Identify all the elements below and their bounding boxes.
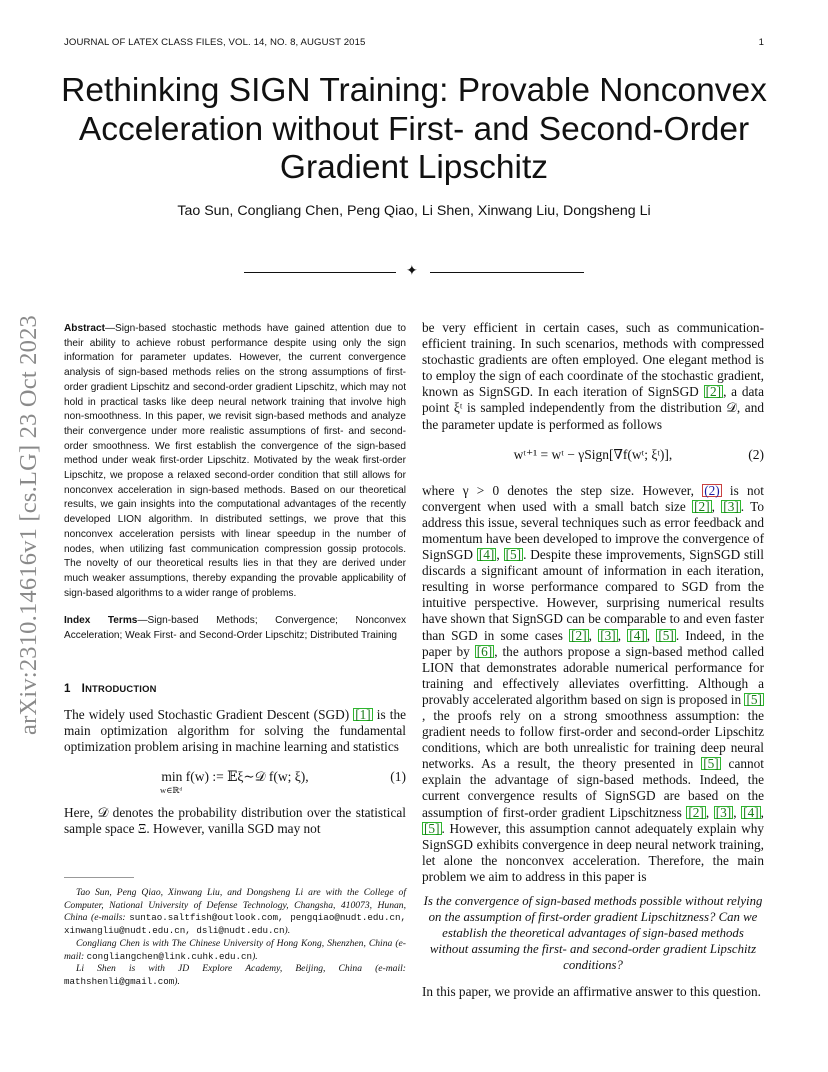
citation-link[interactable]: [1] bbox=[355, 706, 371, 722]
citation-link[interactable]: [2] bbox=[694, 498, 710, 514]
citation-link[interactable]: [5] bbox=[658, 627, 674, 643]
abstract bbox=[64, 322, 406, 601]
body-text: where γ > 0 denotes the step size. However, bbox=[422, 482, 703, 498]
equation-reference-link[interactable]: (2) bbox=[704, 482, 720, 498]
body-text: , bbox=[733, 804, 742, 820]
page-number: 1 bbox=[758, 37, 764, 48]
abstract-text: —Sign-based stochastic methods have gained attention due to their ability to achieve robust performance despite using only the sign information for parameter updates. However, the current convergence analysis of sign-based methods relies on the strong assumptions of first-order gradient Lipschitz and second-order gradient Lipschitz, which may not hold in practical tasks like deep neural network training that involve high non-smoothness. In this paper, we revisit sign-based methods and analyze their convergence under more realistic assumptions of first- and second-order smoothness. We first establish the convergence of the sign-based method under weak first-order Lipschitz. Motivated by the weak first-order Lipschitz, we propose a relaxed second-order condition that still allows for nonconvex acceleration in sign-based methods. Based on our theoretical results, we gain insights into the computational advantages of the recently developed LION algorithm. In distributed settings, we prove that this nonconvex acceleration persists with linear speedup in the number of nodes, when utilizing fast communication compression gossip protocols. The novelty of our theoretical results lies in that they are derived under much weaker assumptions, thereby expanding the provable applicability of sign-based algorithms to a wider range of problems. bbox=[64, 323, 406, 599]
footnote-3 bbox=[64, 963, 406, 988]
citation-link[interactable]: [3] bbox=[715, 804, 732, 820]
footnote-emails[interactable]: mathshenli@gmail.com bbox=[64, 975, 175, 987]
citation-link[interactable]: [5] bbox=[424, 820, 440, 836]
intro-paragraph-2: Here, 𝒟 denotes the probability distribution over the statistical sample space Ξ. However, vanilla SGD may not bbox=[64, 805, 406, 837]
body-text: , bbox=[705, 804, 714, 820]
body-text: , bbox=[588, 627, 599, 643]
left-column bbox=[64, 322, 406, 837]
right-paragraph-3: In this paper, we provide an affirmative answer to this question. bbox=[422, 984, 761, 1000]
citation-link[interactable]: [5] bbox=[505, 547, 522, 563]
citation-link[interactable]: [4] bbox=[629, 627, 645, 643]
citation-link[interactable]: [2] bbox=[688, 804, 704, 820]
body-text: , bbox=[646, 627, 657, 643]
body-text: be very efficient in certain cases, such as communication-efficient training. In such scenarios, methods with compressed stochastic gradients are often employed. One elegant method is to employ the sign of each coordinate of the stochastic gradient, known as SignSGD. In each iteration of SignSGD bbox=[422, 320, 764, 400]
section-title-initial: I bbox=[81, 681, 86, 695]
intro-text: The widely used Stochastic Gradient Descent (SGD) bbox=[64, 706, 354, 722]
citation-link[interactable]: [4] bbox=[743, 804, 759, 820]
body-text: is not convergent when used with a small batch size bbox=[422, 482, 764, 514]
body-text: . Indeed, in the paper by bbox=[422, 627, 764, 659]
index-terms-text: —Sign-based Methods; Convergence; Nonconvex Acceleration; Weak First- and Second-Order Lipschitz; Distributed Training bbox=[64, 615, 407, 642]
equation-1-number: (1) bbox=[390, 769, 406, 785]
body-text: , bbox=[760, 804, 764, 820]
running-header: JOURNAL OF LATEX CLASS FILES, VOL. 14, NO. 8, AUGUST 2015 bbox=[64, 37, 366, 48]
section-title-rest: NTRODUCTION bbox=[85, 682, 157, 694]
body-text: cannot explain the advantage of sign-based methods. Indeed, the current convergence results of SignSGD are based on the assumption of first-order gradient Lipschitzness bbox=[422, 756, 764, 820]
citation-link[interactable]: [3] bbox=[600, 627, 616, 643]
arxiv-identifier-stamp bbox=[8, 290, 50, 760]
section-heading-introduction bbox=[64, 682, 406, 695]
footnote-text: Tao Sun, Peng Qiao, Xinwang Liu, and Dongsheng Li are with the College of Computer, National University of Defense Technology, Changsha, 410073, Hunan, China (e-mails: bbox=[64, 887, 406, 924]
body-text: , bbox=[711, 498, 722, 514]
equation-1-body: min f(w) := 𝔼ξ∼𝒟 f(w; ξ), bbox=[161, 769, 309, 785]
footnote-text: ). bbox=[284, 925, 291, 937]
intro-text: is the main optimization algorithm for solving the fundamental optimization problem arising in machine learning and statistics bbox=[64, 706, 406, 754]
footnote-1 bbox=[64, 887, 406, 938]
right-paragraph-2 bbox=[422, 483, 764, 885]
divider-diamond-icon: ✦ bbox=[406, 263, 418, 279]
research-question: Is the convergence of sign-based methods possible without relying on the assumption of first-order gradient Lipschitzness? Can we establish the theoretical advantages of sign-based methods without assuming the first- and second-order gradient Lipschitz conditions? bbox=[423, 894, 763, 973]
footnote-text: Li Shen is with JD Explore Academy, Beijing, China (e-mail: bbox=[76, 963, 406, 975]
section-number: 1 bbox=[64, 681, 71, 695]
paper-title: Rethinking SIGN Training: Provable Nonconvex Acceleration without First- and Second-Order Gradient Lipschitz bbox=[61, 72, 767, 186]
index-terms-label: Index Terms bbox=[64, 615, 138, 627]
citation-link[interactable]: [2] bbox=[571, 627, 587, 643]
equation-1 bbox=[64, 761, 406, 795]
body-text: , a data point ξᵗ is sampled independently from the distribution 𝒟, and the parameter update is performed as follows bbox=[422, 384, 764, 432]
equation-2 bbox=[422, 439, 764, 473]
equation-1-subscript: w∈ℝᵈ bbox=[160, 785, 183, 796]
footnote-emails[interactable]: congliangchen@link.cuhk.edu.cn bbox=[86, 950, 253, 962]
body-text: , bbox=[617, 627, 628, 643]
body-text: , bbox=[496, 547, 504, 563]
footnote-text: Congliang Chen is with The Chinese University of Hong Kong, Shenzhen, China (e-mail: bbox=[64, 937, 406, 962]
citation-link[interactable]: [5] bbox=[703, 756, 719, 772]
index-terms bbox=[64, 614, 406, 643]
citation-link[interactable]: [5] bbox=[746, 691, 762, 707]
citation-link[interactable]: [6] bbox=[476, 643, 493, 659]
citation-link[interactable]: [2] bbox=[705, 384, 722, 400]
equation-2-number: (2) bbox=[748, 446, 764, 462]
citation-link[interactable]: [4] bbox=[478, 547, 495, 563]
footnote-text: ). bbox=[174, 975, 180, 987]
right-column bbox=[422, 320, 764, 1001]
author-footnotes bbox=[64, 887, 406, 989]
right-paragraph-1 bbox=[422, 320, 764, 433]
footnote-2 bbox=[64, 938, 406, 963]
footnote-emails[interactable]: suntao.saltfish@outlook.com, pengqiao@nudt.edu.cn, xinwangliu@nudt.edu.cn, dsli@nudt.edu.cn bbox=[64, 912, 407, 937]
citation-link[interactable]: [3] bbox=[723, 498, 739, 514]
intro-paragraph-1 bbox=[64, 707, 406, 755]
body-text: . To address this issue, several techniques such as error feedback and momentum have been developed to improve the convergence of SignSGD bbox=[422, 498, 764, 563]
footnote-text: ). bbox=[252, 950, 258, 962]
body-text: , the proofs rely on a strong smoothness assumption: the gradient needs to follow first-order and second-order Lipschitz conditions, which are both unrealistic for training deep neural networks. As a result, the theory presented in bbox=[422, 707, 764, 772]
title-divider bbox=[244, 262, 584, 282]
footnote-rule bbox=[64, 877, 134, 878]
arxiv-identifier-text: arXiv:2310.14616v1 [cs.LG] 23 Oct 2023 bbox=[15, 315, 42, 735]
equation-2-body: wᵗ⁺¹ = wᵗ − γSign[∇f(wᵗ; ξᵗ)], bbox=[513, 446, 673, 462]
author-list: Tao Sun, Congliang Chen, Peng Qiao, Li Shen, Xinwang Liu, Dongsheng Li bbox=[177, 203, 651, 219]
body-text: . However, this assumption cannot adequately explain why SignSGD exhibits convergence in deep neural network training, let alone the nonconvex acceleration. Therefore, the main problem we aim to address in this paper is bbox=[422, 820, 764, 884]
body-text: . Despite these improvements, SignSGD still discards a significant amount of information in each iteration, resulting in worse performance compared to SGD from the intuitive perspective. However, surprising numerical results have shown that SignSGD can be comparable to and even faster than SGD in some cases bbox=[422, 547, 764, 643]
abstract-label: Abstract bbox=[64, 323, 105, 334]
body-text: , the authors propose a sign-based method called LION that demonstrates adorable numerical performance for training and effectively alleviates overfitting. Although a provably accelerated algorithm based on sign is proposed in bbox=[422, 643, 764, 707]
